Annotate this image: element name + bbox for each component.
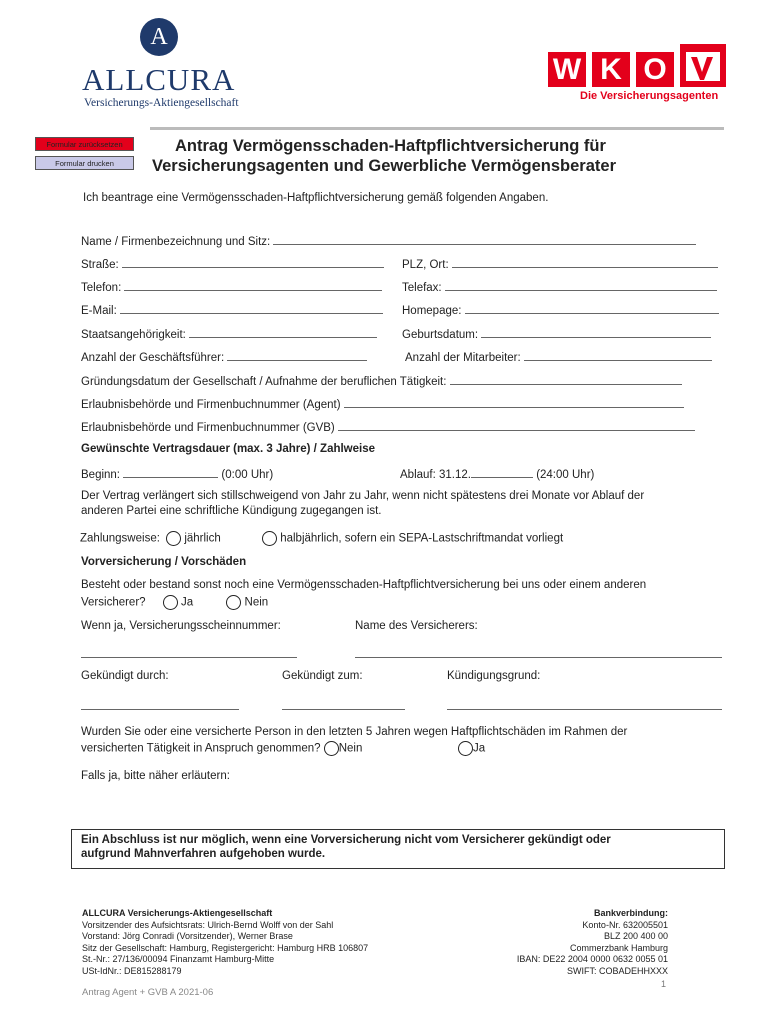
intro-text: Ich beantrage eine Vermögensschaden-Haftpflichtversicherung gemäß folgenden Angaben. (83, 192, 549, 204)
footer-iban: IBAN: DE22 2004 0000 0632 0055 01 (516, 954, 668, 964)
field-strasse-row (81, 256, 384, 271)
footer-steuernummer: St.-Nr.: 27/136/00094 Finanzamt Hamburg-Mitte (82, 954, 275, 964)
radio-jaehrlich[interactable] (166, 531, 181, 546)
footer-company-info (82, 908, 368, 977)
label-jaehrlich: jährlich (184, 532, 221, 545)
page-title-line2: Versicherungsagenten und Gewerbliche Vermögensberater (152, 157, 616, 175)
notice-line1: Ein Abschluss ist nur möglich, wenn eine Vorversicherung nicht vom Versicherer gekündigt oder (81, 834, 611, 846)
label-mitarbeiter: Anzahl der Mitarbeiter: (405, 352, 521, 364)
label-homepage: Homepage: (402, 305, 462, 317)
label-gekuendigt-durch: Gekündigt durch: (81, 670, 169, 682)
label-telefon: Telefon: (81, 282, 122, 294)
footer-bank-name: Commerzbank Hamburg (569, 942, 668, 953)
footer-konto: Konto-Nr. 632005501 (582, 919, 668, 930)
label-vorvers-nein: Nein (244, 596, 269, 609)
footer-bank-info (517, 908, 668, 977)
vertrag-text-line1: Der Vertrag verlängert sich stillschweigend von Jahr zu Jahr, wenn nicht spätestens drei Monate vor Ablauf der (81, 490, 645, 502)
ablauf-time: (24:00 Uhr) (536, 469, 595, 481)
notice-box (71, 829, 725, 869)
label-vorschaden-ja: Ja (473, 742, 486, 755)
field-gruendung-row (81, 373, 682, 388)
label-geburt: Geburtsdatum: (402, 329, 479, 341)
field-gvb-row (81, 419, 695, 434)
wko-letter-k: K (592, 52, 630, 87)
field-homepage-row (402, 302, 719, 317)
field-email-row (81, 302, 383, 317)
label-beginn: Beginn: (81, 469, 121, 481)
input-gruendung[interactable] (450, 373, 682, 385)
label-scheinnummer: Wenn ja, Versicherungsscheinnummer: (81, 620, 281, 632)
footer-aufsichtsrat: Vorsitzender des Aufsichtsrats: Ulrich-Bernd Wolff von der Sahl (82, 919, 334, 930)
input-gf[interactable] (227, 349, 367, 361)
field-staat-row (81, 326, 377, 341)
label-versicherer-name: Name des Versicherers: (355, 620, 478, 632)
label-ablauf: Ablauf: 31.12. (400, 469, 471, 481)
label-strasse: Straße: (81, 259, 119, 271)
input-mitarbeiter[interactable] (524, 349, 712, 361)
field-mitarbeiter-row (405, 349, 712, 364)
radio-vorvers-nein[interactable] (226, 595, 241, 610)
footer-bank-heading: Bankverbindung: (593, 908, 668, 918)
input-ablauf[interactable] (471, 466, 533, 478)
notice-line2: aufgrund Mahnverfahren aufgehoben wurde. (81, 848, 326, 860)
footer-ust-id: USt-IdNr.: DE815288179 (82, 965, 182, 976)
label-gvb: Erlaubnisbehörde und Firmenbuchnummer (GVB) (81, 422, 335, 434)
header-divider (150, 127, 724, 130)
label-plz: PLZ, Ort: (402, 259, 449, 271)
input-geburt[interactable] (481, 326, 711, 338)
label-halbjaehrlich: halbjährlich, sofern ein SEPA-Lastschriftmandat vorliegt (280, 532, 564, 545)
footer-page-number: 1 (661, 979, 667, 989)
vorvers-heading: Vorversicherung / Vorschäden (81, 556, 247, 568)
label-email: E-Mail: (81, 305, 117, 317)
input-telefon[interactable] (124, 279, 382, 291)
vertrag-heading: Gewünschte Vertragsdauer (max. 3 Jahre) / Zahlweise (81, 443, 376, 455)
halbjaehrlich-row (262, 531, 563, 546)
label-vorvers-ja: Ja (180, 596, 194, 609)
wko-tagline: Die Versicherungsagenten (580, 90, 719, 102)
field-agent-row (81, 396, 684, 411)
label-vorschaden-question: versicherten Tätigkeit in Anspruch genommen? (81, 742, 321, 755)
radio-vorschaden-ja[interactable] (458, 741, 473, 756)
input-email[interactable] (120, 302, 383, 314)
label-telefax: Telefax: (402, 282, 442, 294)
beginn-row (81, 466, 273, 481)
reset-form-button[interactable]: Formular zurücksetzen (35, 137, 134, 151)
label-kuendigungsgrund: Kündigungsgrund: (447, 670, 541, 682)
footer-sitz: Sitz der Gesellschaft: Hamburg, Registergericht: Hamburg HRB 106807 (82, 942, 369, 953)
vorvers-question-line2 (81, 595, 268, 610)
footer-vorstand: Vorstand: Jörg Conradi (Vorsitzender), Werner Brase (82, 931, 293, 941)
input-homepage[interactable] (465, 302, 719, 314)
input-gekuendigt-durch[interactable] (81, 698, 239, 710)
input-name[interactable] (273, 233, 696, 245)
field-telefax-row (402, 279, 717, 294)
input-beginn[interactable] (123, 466, 218, 478)
label-name: Name / Firmenbezeichnung und Sitz: (81, 236, 271, 248)
input-versicherer-name[interactable] (355, 646, 722, 658)
label-staat: Staatsangehörigkeit: (81, 329, 186, 341)
input-scheinnummer[interactable] (81, 646, 297, 658)
input-agent[interactable] (344, 396, 684, 408)
page-title-line1: Antrag Vermögensschaden-Haftpflichtversicherung für (175, 137, 606, 155)
footer-company-name: ALLCURA Versicherungs-Aktiengesellschaft (82, 908, 273, 918)
input-staat[interactable] (189, 326, 377, 338)
radio-halbjaehrlich[interactable] (262, 531, 277, 546)
vorschaden-question-line1: Wurden Sie oder eine versicherte Person in den letzten 5 Jahren wegen Haftpflichtschäden im Rahmen der (81, 726, 628, 738)
input-telefax[interactable] (445, 279, 717, 291)
label-gf: Anzahl der Geschäftsführer: (81, 352, 225, 364)
label-vorschaden-nein: Nein (338, 742, 363, 755)
field-geburt-row (402, 326, 711, 341)
vorschaden-question-line2 (81, 741, 362, 756)
wko-letter-o: O (636, 52, 674, 87)
ablauf-row (400, 466, 594, 481)
footer-blz: BLZ 200 400 00 (603, 931, 668, 941)
input-plz[interactable] (452, 256, 718, 268)
radio-vorschaden-nein[interactable] (324, 741, 339, 756)
print-form-button[interactable]: Formular drucken (35, 156, 134, 170)
beginn-time: (0:00 Uhr) (221, 469, 274, 481)
wko-va-icon (680, 44, 726, 92)
vorschaden-ja-row (458, 741, 485, 756)
input-kuendigungsgrund[interactable] (447, 698, 722, 710)
allcura-logo-subtitle: Versicherungs-Aktiengesellschaft (84, 97, 239, 109)
field-plz-row (402, 256, 718, 271)
field-name-row (81, 233, 696, 248)
input-strasse[interactable] (122, 256, 384, 268)
zahlweise-row (80, 531, 221, 546)
label-falls-ja: Falls ja, bitte näher erläutern: (81, 770, 230, 782)
input-gvb[interactable] (338, 419, 695, 431)
field-gf-row (81, 349, 367, 364)
vertrag-text-line2: anderen Partei eine schriftliche Kündigung zugegangen ist. (81, 505, 382, 517)
wko-letter-w: W (548, 52, 586, 87)
input-gekuendigt-zum[interactable] (282, 698, 405, 710)
label-gekuendigt-zum: Gekündigt zum: (282, 670, 363, 682)
radio-vorvers-ja[interactable] (163, 595, 178, 610)
vorvers-question-line1: Besteht oder bestand sonst noch eine Vermögensschaden-Haftpflichtversicherung bei uns oder einem anderen (81, 579, 647, 591)
label-gruendung: Gründungsdatum der Gesellschaft / Aufnahme der beruflichen Tätigkeit: (81, 376, 447, 388)
label-zahlweise: Zahlungsweise: (80, 532, 160, 545)
label-versicherer-question: Versicherer? (81, 596, 146, 609)
footer-swift: SWIFT: COBADEHHXXX (566, 965, 668, 976)
allcura-logo-name: ALLCURA (82, 62, 236, 97)
label-agent: Erlaubnisbehörde und Firmenbuchnummer (Agent) (81, 399, 341, 411)
footer-form-code: Antrag Agent + GVB A 2021-06 (82, 987, 214, 998)
allcura-logo-emblem: A (140, 18, 178, 56)
field-telefon-row (81, 279, 382, 294)
